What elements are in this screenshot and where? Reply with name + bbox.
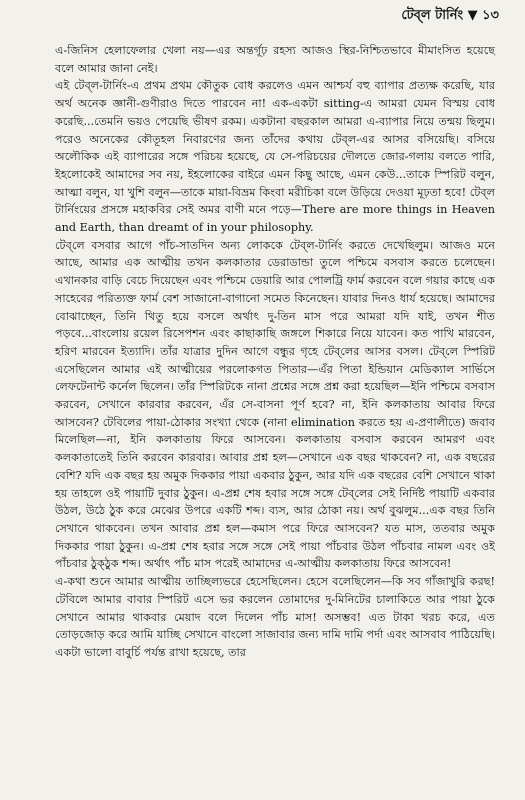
paragraph-2: এই টেব্‌ল-টার্নিং-এ প্রথম প্রথম কৌতুক বোধ করলেও এমন আশ্চর্য বহু ব্যাপার প্রত্যক্ষ করেছি, যার অর্থ অনেক জ্ঞানী-গুণীরাও দিতে পারবেন না! এক-একটা sitting-এ আমরা যেমন বিস্ময় বোধ করেছি...তেমনি ভয়ও পেয়েছি ভীষণ রকম। একটানা বছরকাল আমরা এ-ব্যাপার নিয়ে তন্ময় ছিলুম। পরেও অনেকের কৌতূহল নিবারণের জন্য তাঁদের কথায় টেব্‌ল-এর আসর বসিয়েছি। বসিয়ে অলৌকিক এই ব্যাপারের সঙ্গে পরিচয় হয়েছে, যে সে-পরিচয়ের দৌলতে জোর-গলায় বলতে পারি, ইহলোকেই আমাদের সব নয়, ইহলোকের বাইরে এমন কিছু আছে, এমন কেউ...তাকে স্পিরিট বলুন, আত্মা বলুন, যা খুশি বলুন—তাকে মায়া-বিভ্রম কিংবা মরীচিকা বলে উড়িয়ে দেওয়া মূঢ়তা হবে! টেব্‌ল টার্নিংয়ের প্রসঙ্গে মহাকবির সেই অমর বাণী মনে পড়ে—There are more things in Heaven and Earth, than dreamt of in your philosophy. (55, 79, 495, 235)
paragraph-1: এ-জিনিস হেলাফেলার খেলা নয়—এর অন্তর্গূঢ় রহস্য আজও স্থির-নিশ্চিতভাবে মীমাংসিত হয়েছে বলে আমার জানা নেই। (55, 44, 495, 75)
paragraph-3: টেব্‌লে বসবার আগে পাঁচ-সাতদিন অন্য লোককে টেব্‌ল-টার্নিং করতে দেখেছিলুম। আজও মনে আছে, আমার এক আত্মীয় তখন কলকাতার ডেরাডান্ডা তুলে পশ্চিমে বসবাস করতে চলেছেন। এখানকার বাড়ি বেচে দিয়েছেন এবং পশ্চিমে ডেয়ারি আর পোলট্রি ফার্ম করবেন বলে গয়ার কাছে এক সাহেবের পরিত্যক্ত ফার্ম বেশ সাজানো-বাগানো সমেত কিনেছেন। যাবার দিনও ধার্য হয়েছে। আমাদের বোঝাচ্ছেন, তিনি থিতু হয়ে বসলে অর্থাৎ দু-তিন মাস পরে আমরা যদি যাই, তখন শীত পড়বে...বাংলোয় রয়েল রিসেপশন এবং কাছাকাছি জঙ্গলে শিকারে নিয়ে যাবেন। কত পাখি মারবেন, হরিণ মারবেন ইত্যাদি। তাঁর যাত্রার দুদিন আগে বন্ধুর গৃহে টেব্‌লের আসর বসল। টেব্‌লে স্পিরিট এসেছিলেন আমার এই আত্মীয়ের পরলোকগত পিতার—এঁর পিতা ইন্ডিয়ান মেডিক্যাল সার্ভিসে লেফটেনান্ট কর্নেল ছিলেন। তাঁর স্পিরিটকে নানা প্রশ্নের সঙ্গে প্রশ্ন করা হয়েছিল—ইনি পশ্চিমে বসবাস করবেন, সেখানে কারবার করবেন, এঁর সে-বাসনা পূর্ণ হবে? না, ইনি কলকাতায় আবার ফিরে আসবেন? টেবিলের পায়া-ঠোকার সংখ্যা থেকে (নানা elimination করতে হয় এ-প্রণালীতে) জবাব মিলেছিল—না, ইনি কলকাতায় ফিরে আসবেন। কলকাতায় বসবাস করবেন আমরণ এবং কলকাতাতেই তিনি করবেন কারবার। আবার প্রশ্ন হল—সেখানে এক বছর থাকবেন? না, এক বছরের বেশি? যদি এক বছর হয় অমুক দিককার পায়া একবার ঠুকুন, আর যদি এক বছরের বেশি সেখানে থাকা হয় তাহলে ওই পায়াটি দুবার ঠুকুন। এ-প্রশ্ন শেষ হবার সঙ্গে সঙ্গে টেব্‌লের সেই নির্দিষ্ট পায়াটি একবার উঠল, উঠে ঠুক করে মেঝের উপরে একটি শব্দ। ব্যস, আর ঠোকা নয়। অর্থ বুঝলুম...এক বছর তিনি সেখানে থাকবেন। তখন আবার প্রশ্ন হল—কমাস পরে ফিরে আসবেন? যত মাস, ততবার অমুক দিককার পায়া ঠুকুন। এ-প্রশ্ন শেষ হবার সঙ্গে সঙ্গে সেই পায়া পাঁচবার উঠল পাঁচবার নামল এবং ওই পাঁচবার ঠুক্‌ঠুক শব্দ। অর্থাৎ পাঁচ মাস পরেই আমাদের এ-আত্মীয় কলকাতায় ফিরে আসবেন! (55, 238, 495, 571)
running-header: টেব্‌ল টার্নিং ▼ ১৩ (401, 8, 499, 23)
body-text (55, 42, 495, 662)
paragraph-4: এ-কথা শুনে আমার আত্মীয় তাচ্ছিল্যভরে হেসেছিলেন। হেসে বলেছিলেন—কি সব গাঁজাখুরি করছ! টেবিলে আমার বাবার স্পিরিট এসে ভর করলেন তোমাদের দু-মিনিটের চালাকিতে আর পায়া ঠুকে সেখানে আমার থাকবার মেয়াদ বলে দিলেন পাঁচ মাস! অসম্ভব! এত টাকা খরচ করে, এত তোড়জোড় করে আমি যাচ্ছি সেখানে বাংলো সাজাবার জন্য দামি দামি পর্দা এবং আসবাব পাঠিয়েছি। একটা ভালো বাবুর্চি পর্যন্ত রাখা হয়েছে, তার (55, 575, 495, 659)
